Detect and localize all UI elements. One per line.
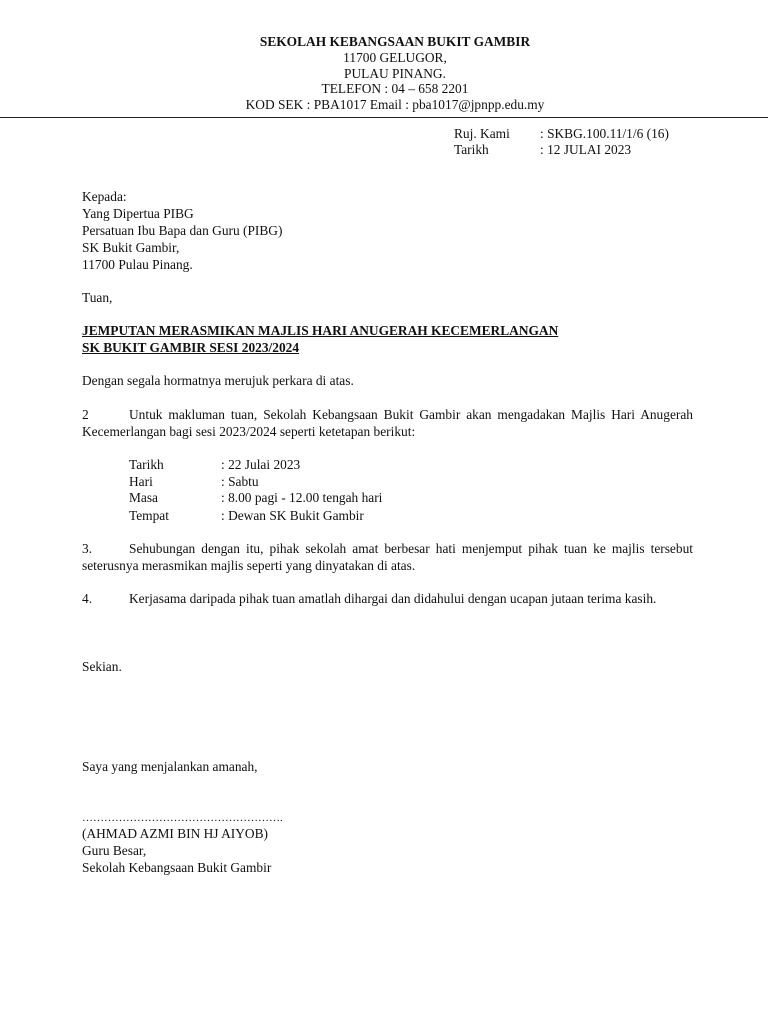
recipient-line-2: Persatuan Ibu Bapa dan Guru (PIBG) [82,223,283,238]
phone-number: TELEFON : 04 – 658 2201 [321,81,469,96]
ruj-value: : SKBG.100.11/1/6 (16) [540,126,669,141]
date-label: Tarikh [454,142,489,157]
salutation: Tuan, [82,290,113,305]
paragraph-4-number: 4. [82,591,93,606]
subject-line-1: JEMPUTAN MERASMIKAN MAJLIS HARI ANUGERAH KECEMERLANGAN [82,323,559,338]
date-value: : 12 JULAI 2023 [540,142,632,157]
detail-value-venue: : Dewan SK Bukit Gambir [221,508,364,523]
address-line-2: PULAU PINANG. [344,66,446,81]
paragraph-4 [82,591,693,608]
detail-label-day: Hari [129,474,153,489]
signatory-title: Guru Besar, [82,843,147,858]
closing: Sekian. [82,659,122,674]
school-code-email: KOD SEK : PBA1017 Email : pba1017@jpnpp.edu.my [245,97,545,112]
detail-value-day: : Sabtu [221,474,259,489]
detail-value-time: : 8.00 pagi - 12.00 tengah hari [221,490,383,505]
detail-label-date: Tarikh [129,457,164,472]
signature-line: ………………………………………………. [82,812,283,824]
paragraph-2-text: Untuk makluman tuan, Sekolah Kebangsaan Bukit Gambir akan mengadakan Majlis Hari Anugerah Kecemerlangan bagi sesi 2023/2024 seperti ketetapan berikut: [82,407,693,439]
paragraph-3-number: 3. [82,541,93,556]
opening-line: Dengan segala hormatnya merujuk perkara di atas. [82,373,354,388]
detail-label-time: Masa [129,490,159,505]
paragraph-2-number: 2 [82,407,89,422]
signatory-organization: Sekolah Kebangsaan Bukit Gambir [82,860,272,875]
signoff: Saya yang menjalankan amanah, [82,759,258,774]
paragraph-2 [82,407,693,440]
paragraph-3-text: Sehubungan dengan itu, pihak sekolah amat berbesar hati menjemput pihak tuan ke majlis tersebut seterusnya merasmikan majlis seperti yang dinyatakan di atas. [82,541,693,573]
detail-label-venue: Tempat [129,508,169,523]
recipient-line-1: Yang Dipertua PIBG [82,206,194,221]
ruj-label: Ruj. Kami [454,126,510,141]
recipient-to: Kepada: [82,189,127,204]
school-name: SEKOLAH KEBANGSAAN BUKIT GAMBIR [259,34,531,49]
subject-line-2: SK BUKIT GAMBIR SESI 2023/2024 [82,340,300,355]
header-divider [0,117,768,118]
paragraph-3 [82,541,693,574]
recipient-line-3: SK Bukit Gambir, [82,240,180,255]
address-line-1: 11700 GELUGOR, [343,50,447,65]
paragraph-4-text: Kerjasama daripada pihak tuan amatlah dihargai dan didahului dengan ucapan jutaan terima kasih. [129,591,657,606]
detail-value-date: : 22 Julai 2023 [221,457,301,472]
recipient-line-4: 11700 Pulau Pinang. [82,257,193,272]
signatory-name: (AHMAD AZMI BIN HJ AIYOB) [82,826,268,841]
